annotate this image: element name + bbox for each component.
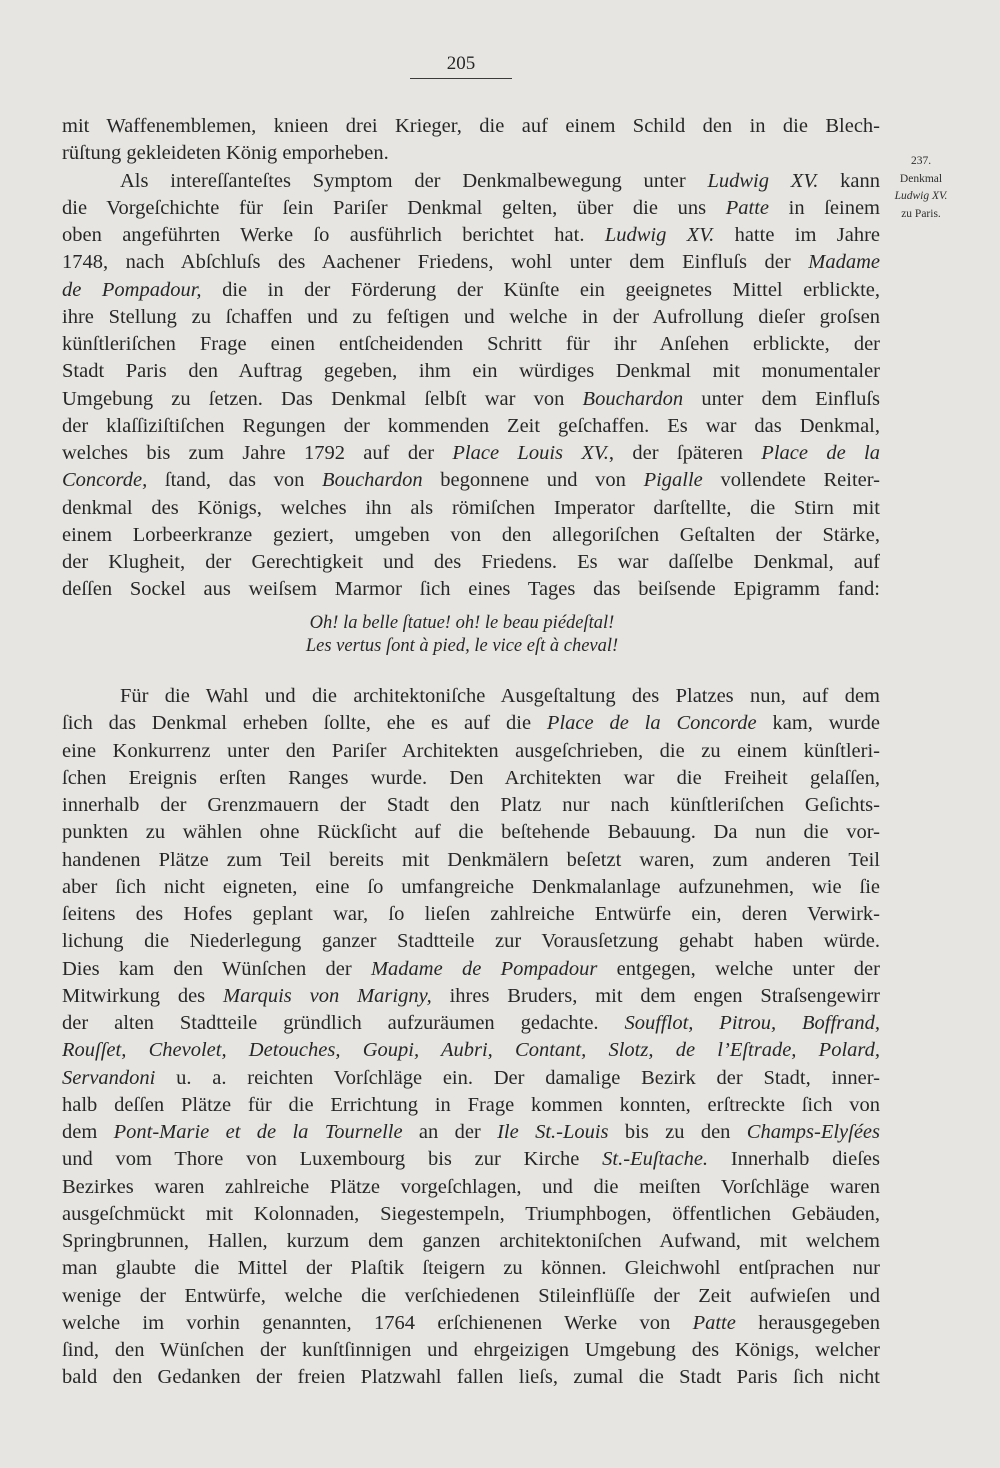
text-run: man glaubte die Mittel der Plaſtik ſteigern zu können. Gleichwohl entſprachen nur xyxy=(62,1257,880,1280)
italic-text: Bouchardon xyxy=(582,387,684,410)
text-run: und vom Thore von Luxembourg bis zur Kirche xyxy=(62,1148,603,1171)
text-run: Springbrunnen, Hallen, kurzum dem ganzen architektoniſchen Aufwand, mit welchem xyxy=(62,1230,880,1252)
text-run: 1748, nach Abſchluſs des Aachener Friedens, wohl unter dem Einfluſs der xyxy=(62,251,809,274)
text-run: innerhalb der Grenzmauern der Stadt den Platz nur nach künſtleriſchen Geſichts- xyxy=(62,794,880,816)
italic-text: Ludwig XV. xyxy=(604,224,715,246)
italic-text: de Pompadour, xyxy=(62,278,202,301)
italic-text: Servandoni xyxy=(62,1066,156,1089)
text-line xyxy=(62,901,880,928)
margin-note xyxy=(876,153,966,223)
text-line xyxy=(62,467,880,494)
text-line xyxy=(62,331,880,358)
text-line xyxy=(62,983,880,1010)
paragraph xyxy=(62,683,880,1392)
italic-text: Ile St.-Louis xyxy=(497,1121,609,1143)
text-run: Innerhalb dieſes xyxy=(708,1148,880,1171)
text-run: Mitwirkung des xyxy=(62,984,224,1007)
italic-text: Bouchardon xyxy=(322,469,423,492)
margin-note-line: Ludwig XV. xyxy=(894,190,948,202)
italic-text: Madame de Pompadour xyxy=(370,957,598,980)
text-line xyxy=(62,358,880,385)
text-run: bald den Gedanken der freien Platzwahl fallen lieſs, zumal die Stadt Paris ſich nicht xyxy=(62,1366,880,1389)
text-run: welche im vorhin genannten, 1764 erſchienenen Werke von xyxy=(62,1311,693,1334)
paragraph xyxy=(62,168,880,604)
text-run: herausgegeben xyxy=(735,1311,880,1334)
text-run: aber ſich nicht eigneten, eine ſo umfangreiche Denkmalanlage aufzunehmen, wie ſie xyxy=(62,875,880,898)
text-run: bis zu den xyxy=(608,1121,747,1143)
text-run: eine Konkurrenz unter den Pariſer Architekten ausgeſchrieben, die zu einem künſtleri- xyxy=(62,739,880,762)
text-run: der alten Stadtteile gründlich aufzuräumen gedachte. xyxy=(62,1012,625,1034)
text-line xyxy=(62,1010,880,1037)
text-line xyxy=(62,413,880,440)
text-run: die Vorgeſchichte für ſein Pariſer Denkmal gelten, über die uns xyxy=(62,196,726,219)
text-run: welches bis zum Jahre 1792 auf der xyxy=(62,442,453,464)
text-run: u. a. reichten Vorſchläge ein. Der damalige Bezirk der Stadt, inner- xyxy=(155,1066,880,1089)
text-run: wenige der Entwürfe, welche die verſchiedenen Stileinflüſſe der Zeit aufwieſen und xyxy=(62,1284,880,1307)
text-line xyxy=(62,549,880,576)
text-run: ſchen Ereignis erſten Ranges wurde. Den Architekten war die Freiheit gelaſſen, xyxy=(62,766,880,789)
text-line xyxy=(62,140,880,167)
text-run: Für die Wahl und die architektoniſche Ausgeſtaltung des Platzes nun, auf dem xyxy=(120,685,880,707)
text-run: halb deſſen Plätze für die Errichtung in Frage kommen konnten, erſtreckte ſich von xyxy=(62,1093,880,1116)
text-line xyxy=(62,874,880,901)
epigram xyxy=(62,612,862,658)
text-line xyxy=(62,819,880,846)
italic-text: Concorde, xyxy=(62,469,148,492)
text-line xyxy=(62,847,880,874)
italic-text: Ludwig XV. xyxy=(707,169,819,192)
italic-text: Rouſſet, Chevolet, Detouches, Goupi, Aubri, Contant, Slotz, de l’Eſtrade, Polard, xyxy=(62,1039,880,1062)
text-line xyxy=(62,1146,880,1173)
text-line xyxy=(62,1283,880,1310)
italic-text: Soufflot, Pitrou, Boffrand, xyxy=(624,1012,880,1034)
epigram-line: Les vertus ſont à pied, le vice eſt à cheval! xyxy=(305,636,619,656)
body-text-upper xyxy=(62,113,880,604)
text-line xyxy=(62,576,880,603)
text-run: der klaſſiziſtiſchen Regungen der kommenden Zeit geſchaffen. Es war das Denkmal, xyxy=(62,414,880,437)
text-line xyxy=(62,738,880,765)
italic-text: Place Louis XV. xyxy=(452,442,609,464)
text-line xyxy=(62,710,880,737)
text-line xyxy=(62,1119,880,1146)
text-run: Umgebung zu ſetzen. Das Denkmal ſelbſt war von xyxy=(62,387,583,410)
text-run: Stadt Paris den Auftrag gegeben, ihm ein würdiges Denkmal mit monumentaler xyxy=(62,360,880,383)
text-run: deſſen Sockel aus weiſsem Marmor ſich eines Tages das beiſsende Epigramm fand: xyxy=(62,578,880,601)
text-line xyxy=(62,1037,880,1064)
text-line xyxy=(62,1201,880,1228)
text-line xyxy=(62,1065,880,1092)
text-run: unter dem Einfluſs xyxy=(683,387,880,410)
italic-text: Madame xyxy=(808,251,880,274)
text-run: begonnene und von xyxy=(422,469,644,492)
italic-text: St.-Euſtache. xyxy=(602,1148,709,1171)
text-line xyxy=(62,792,880,819)
text-run: kam, wurde xyxy=(756,712,880,735)
text-line xyxy=(62,928,880,955)
text-line xyxy=(62,956,880,983)
text-line xyxy=(62,495,880,522)
text-run: oben angeführten Werke ſo ausführlich berichtet hat. xyxy=(62,224,605,246)
page-number: 205 xyxy=(410,52,512,79)
text-line xyxy=(62,1310,880,1337)
text-run: an der xyxy=(402,1121,498,1143)
text-run: ſeitens des Hofes geplant war, ſo lieſen zahlreiche Entwürfe ein, deren Verwirk- xyxy=(62,903,880,925)
text-run: , der ſpäteren xyxy=(608,442,762,464)
text-run: ſtand, das von xyxy=(147,469,323,492)
text-run: kann xyxy=(818,169,880,192)
text-run: künſtleriſchen Frage einen entſcheidenden Schritt für ihr Anſehen erblickte, der xyxy=(62,333,880,355)
text-run: ihres Bruders, mit dem engen Straſsengewirr xyxy=(431,984,880,1007)
margin-note-number: 237. xyxy=(910,155,932,167)
text-line xyxy=(62,304,880,331)
text-run: ſind, den Wünſchen der kunſtſinnigen und ehrgeizigen Umgebung des Königs, welcher xyxy=(62,1339,880,1361)
text-run: Bezirkes waren zahlreiche Plätze vorgeſchlagen, und die meiſten Vorſchläge waren xyxy=(62,1175,880,1198)
text-line xyxy=(62,195,880,222)
text-line xyxy=(62,386,880,413)
italic-text: Place de la Concorde xyxy=(546,712,757,735)
italic-text: Pigalle xyxy=(643,469,703,492)
text-run: entgegen, welche unter der xyxy=(597,957,880,980)
text-line xyxy=(62,522,880,549)
text-line xyxy=(62,1092,880,1119)
italic-text: Patte xyxy=(692,1311,736,1334)
text-run: ihre Stellung zu ſchaffen und zu feſtigen und welche in der Aufrollung dieſer groſsen xyxy=(62,305,880,328)
text-run: denkmal des Königs, welches ihn als römiſchen Imperator darſtellte, die Stirn mit xyxy=(62,496,880,519)
text-run: punkten zu wählen ohne Rückſicht auf die beſtehende Bebauung. Da nun die vor- xyxy=(62,821,880,844)
text-run: rüſtung gekleideten König emporheben. xyxy=(62,142,389,165)
text-line xyxy=(62,1174,880,1201)
text-line xyxy=(62,1255,880,1282)
text-line xyxy=(62,222,880,249)
text-run: der Klugheit, der Gerechtigkeit und des Friedens. Es war daſſelbe Denkmal, auf xyxy=(62,551,880,573)
text-line xyxy=(62,113,880,140)
text-run: ausgeſchmückt mit Kolonnaden, Siegestempeln, Triumphbogen, öffentlichen Gebäuden, xyxy=(62,1202,880,1225)
text-run: lichung die Niederlegung ganzer Stadtteile zur Vorausſetzung gehabt haben würde. xyxy=(62,930,880,953)
epigram-line: Oh! la belle ſtatue! oh! le beau piédeſtal! xyxy=(309,613,615,633)
margin-note-line: Denkmal xyxy=(899,172,943,185)
text-line xyxy=(62,440,880,467)
text-line xyxy=(62,168,880,195)
text-line xyxy=(62,249,880,276)
italic-text: Pont-Marie et de la Tournelle xyxy=(113,1121,403,1143)
text-run: mit Waffenemblemen, knieen drei Krieger, die auf einem Schild den in die Blech- xyxy=(62,115,880,137)
text-line xyxy=(62,1337,880,1364)
text-run: dem xyxy=(62,1121,114,1143)
text-line xyxy=(62,1228,880,1255)
margin-note-line: zu Paris. xyxy=(901,207,941,220)
text-line xyxy=(62,683,880,710)
text-run: ſich das Denkmal erheben ſollte, ehe es auf die xyxy=(62,712,547,735)
text-run: die in der Förderung der Künſte ein geeignetes Mittel erblickte, xyxy=(201,278,880,301)
text-run: Als intereſſanteſtes Symptom der Denkmalbewegung unter xyxy=(120,169,708,192)
italic-text: Patte xyxy=(725,196,769,219)
text-run: einem Lorbeerkranze geziert, umgeben von den allegoriſchen Geſtalten der Stärke, xyxy=(62,523,880,546)
text-line xyxy=(62,1364,880,1391)
italic-text: Place de la xyxy=(761,442,880,464)
text-run: Dies kam den Wünſchen der xyxy=(62,957,371,980)
body-text-lower xyxy=(62,683,880,1392)
text-run: in ſeinem xyxy=(769,196,880,219)
text-line xyxy=(62,277,880,304)
italic-text: Marquis von Marigny, xyxy=(223,984,432,1007)
italic-text: Champs-Elyſées xyxy=(746,1121,880,1143)
text-run: hatte im Jahre xyxy=(714,224,880,246)
text-line xyxy=(62,765,880,792)
text-run: vollendete Reiter- xyxy=(702,469,880,492)
continued-paragraph xyxy=(62,113,880,168)
text-run: handenen Plätze zum Teil bereits mit Denkmälern beſetzt waren, zum anderen Teil xyxy=(62,848,880,871)
